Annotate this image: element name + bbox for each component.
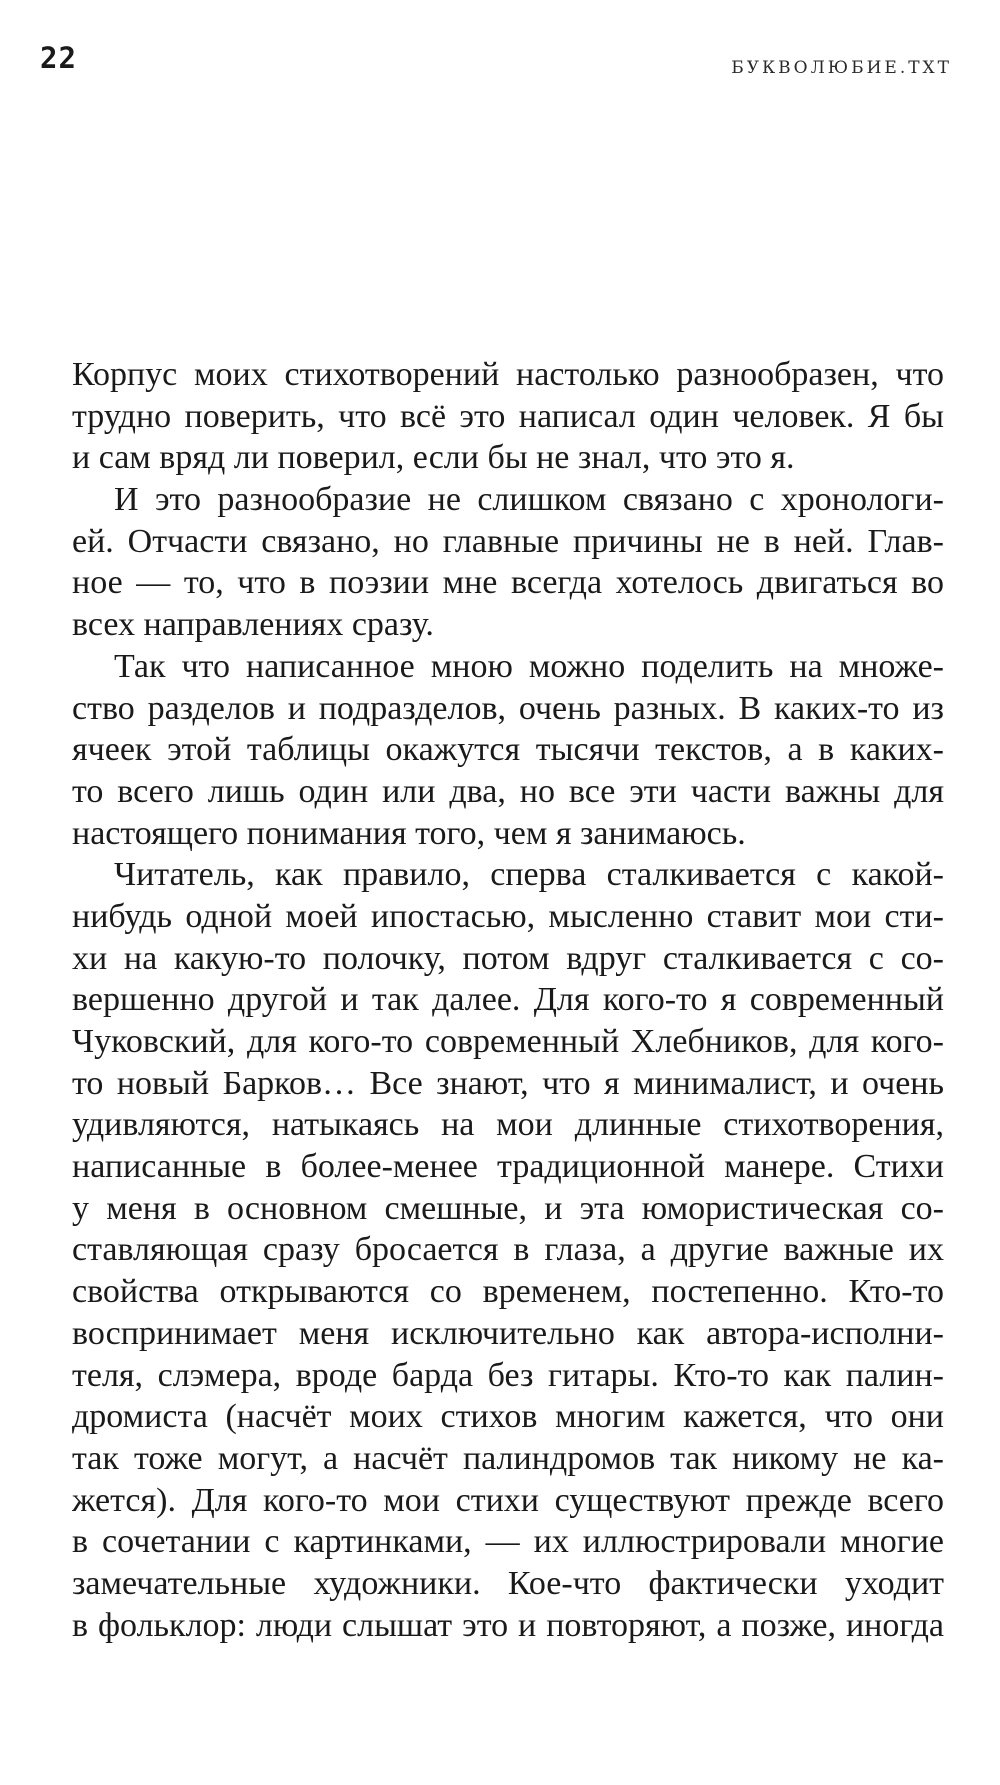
- text-line: дромиста (насчёт моих стихов многим кажется, что они: [72, 1398, 944, 1436]
- text-line: теля, слэмера, вроде барда без гитары. Кто-то как палин-: [72, 1356, 944, 1394]
- body-text: [72, 354, 944, 1646]
- text-line: нибудь одной моей ипостасью, мысленно ставит мои сти-: [72, 897, 944, 935]
- text-line: у меня в основном смешные, и эта юмористическая со-: [72, 1189, 944, 1227]
- text-line: в фольклор: люди слышат это и повторяют, а позже, иногда: [72, 1606, 944, 1644]
- text-line: замечательные художники. Кое-что фактически уходит: [72, 1564, 944, 1602]
- text-line: свойства открываются со временем, постепенно. Кто-то: [72, 1273, 944, 1311]
- paragraph: [72, 646, 944, 854]
- text-line: вершенно другой и так далее. Для кого-то я современный: [72, 981, 944, 1019]
- text-line: ей. Отчасти связано, но главные причины не в ней. Глав-: [72, 522, 944, 560]
- text-line: настоящего понимания того, чем я занимаюсь.: [72, 814, 746, 852]
- text-line: так тоже могут, а насчёт палиндромов так никому не ка-: [72, 1439, 944, 1477]
- text-line: Читатель, как правило, сперва сталкивается с какой-: [114, 856, 944, 894]
- paragraph: [72, 854, 944, 1646]
- text-line: Чуковский, для кого-то современный Хлебников, для кого-: [72, 1023, 944, 1060]
- text-line: ное — то, что в поэзии мне всегда хотелось двигаться во: [72, 564, 944, 602]
- running-head: БУКВОЛЮБИЕ.ТХТ: [731, 58, 952, 78]
- text-line: ставляющая сразу бросается в глаза, а другие важные их: [72, 1231, 944, 1269]
- text-line: ство разделов и подразделов, очень разных. В каких-то из: [72, 689, 944, 727]
- text-line: жется). Для кого-то мои стихи существуют прежде всего: [72, 1481, 944, 1519]
- text-line: то всего лишь один или два, но все эти части важны для: [72, 772, 944, 810]
- text-line: хи на какую-то полочку, потом вдруг сталкивается с со-: [72, 939, 944, 977]
- text-line: Так что написанное мною можно поделить на множе-: [114, 647, 944, 685]
- text-line: ячеек этой таблицы окажутся тысячи текстов, а в каких-: [72, 731, 944, 769]
- text-line: воспринимает меня исключительно как автора-исполни-: [72, 1314, 944, 1352]
- text-line: трудно поверить, что всё это написал один человек. Я бы: [72, 397, 944, 435]
- text-line: и сам вряд ли поверил, если бы не знал, что это я.: [72, 439, 795, 477]
- text-line: написанные в более-менее традиционной манере. Стихи: [72, 1148, 944, 1186]
- paragraph: [72, 479, 944, 646]
- text-line: удивляются, натыкаясь на мои длинные стихотворения,: [72, 1106, 944, 1144]
- text-line: Корпус моих стихотворений настолько разнообразен, что: [72, 356, 944, 393]
- text-line: в сочетании с картинками, — их иллюстрировали многие: [72, 1523, 944, 1561]
- text-line: то новый Барков… Все знают, что я минималист, и очень: [72, 1064, 944, 1102]
- paragraph: [72, 354, 944, 479]
- page-number: 22: [40, 41, 77, 75]
- text-line: всех направлениях сразу.: [72, 606, 434, 644]
- text-line: И это разнообразие не слишком связано с хронологи-: [114, 481, 944, 519]
